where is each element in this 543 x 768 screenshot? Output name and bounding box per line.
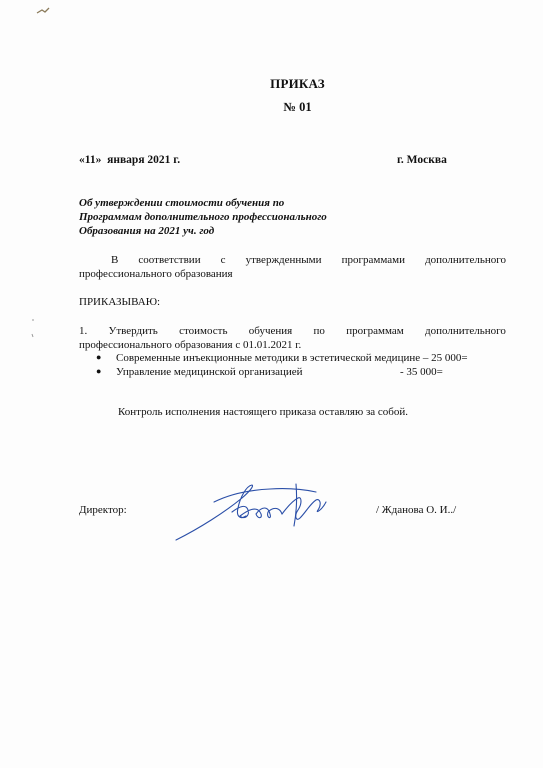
subject-line: Об утверждении стоимости обучения по	[79, 197, 285, 209]
price-value: - 35 000=	[400, 366, 443, 378]
document-number: № 01	[283, 100, 312, 114]
order-item-word: программам	[346, 325, 404, 337]
order-item-word: по	[313, 325, 325, 337]
director-label: Директор:	[79, 504, 127, 516]
order-item-word: 1.	[79, 325, 88, 337]
preamble-word: соответствии	[138, 254, 201, 266]
price-list-item: Управление медицинской организацией	[116, 366, 303, 378]
director-name: / Жданова О. И../	[376, 504, 457, 516]
preamble-word: В	[111, 254, 119, 266]
preamble-word: дополнительного	[425, 254, 506, 266]
scan-speck-mark	[36, 6, 50, 16]
order-item-word: обучения	[248, 325, 293, 337]
preamble-word: утвержденными	[245, 254, 322, 266]
subject-line: Программам дополнительного профессионального	[79, 211, 327, 223]
preamble-word: с	[220, 254, 226, 266]
document-date: «11» января 2021 г.	[79, 154, 181, 166]
order-heading: ПРИКАЗЫВАЮ:	[79, 296, 161, 308]
scan-speck-mark	[30, 318, 36, 338]
bullet-icon: ●	[96, 352, 102, 362]
order-item-word: дополнительного	[425, 325, 506, 337]
subject-line: Образования на 2021 уч. год	[79, 225, 215, 237]
order-item-word: стоимость	[179, 325, 228, 337]
document-city: г. Москва	[397, 154, 447, 166]
document-title: ПРИКАЗ	[270, 76, 325, 91]
order-item-word: Утвердить	[108, 325, 158, 337]
control-statement: Контроль исполнения настоящего приказа оставляю за собой.	[118, 406, 409, 418]
preamble-line	[111, 253, 506, 267]
price-list-item: Современные инъекционные методики в эстетической медицине – 25 000=	[116, 352, 468, 364]
preamble-word: программами	[341, 254, 405, 266]
handwritten-signature	[170, 476, 340, 546]
preamble-line: профессионального образования	[79, 268, 233, 280]
order-item-line	[79, 324, 506, 338]
order-item-line: профессионального образования с 01.01.2021 г.	[79, 339, 302, 351]
bullet-icon: ●	[96, 366, 102, 376]
